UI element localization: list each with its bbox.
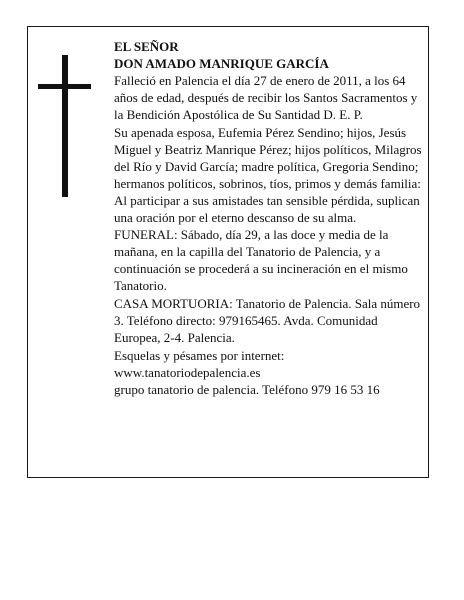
deceased-name: DON AMADO MANRIQUE GARCÍA — [114, 56, 329, 71]
cross-icon — [62, 55, 68, 197]
death-announcement: Falleció en Palencia el día 27 de enero de 2011, a los 64 años de edad, después de recibir los Santos Sacramentos y la Bendición Apostólica de Su Santidad D. E. P. — [114, 73, 418, 122]
title-honorific: EL SEÑOR — [114, 39, 179, 54]
website-link[interactable]: www.tanatoriodepalencia.es — [114, 365, 261, 380]
cross-icon-arm — [38, 84, 91, 89]
footer-contact: grupo tanatorio de palencia. Teléfono 979 16 53 16 — [114, 382, 380, 397]
family-list: Su apenada esposa, Eufemia Pérez Sendino; hijos, Jesús Miguel y Beatriz Manrique Pérez; hijos políticos, Milagros del Río y David García; madre política, Gregoria Sendino; hermanos políticos, sobrinos, tíos, primos y demás familia: — [114, 125, 422, 191]
funeral-details: FUNERAL: Sábado, día 29, a las doce y media de la mañana, en la capilla del Tanatorio de Palencia, y a continuación se procederá a su incineración en el mismo Tanatorio. — [114, 227, 408, 293]
online-condolences-label: Esquelas y pésames por internet: — [114, 348, 285, 363]
casa-mortuoria-details: CASA MORTUORIA: Tanatorio de Palencia. Sala número 3. Teléfono directo: 979165465. Avda. Comunidad Europea, 2-4. Palencia. — [114, 296, 421, 345]
prayer-request: Al participar a sus amistades tan sensible pérdida, suplican una oración por el eterno descanso de su alma. — [114, 193, 420, 225]
obituary-text — [114, 38, 426, 398]
